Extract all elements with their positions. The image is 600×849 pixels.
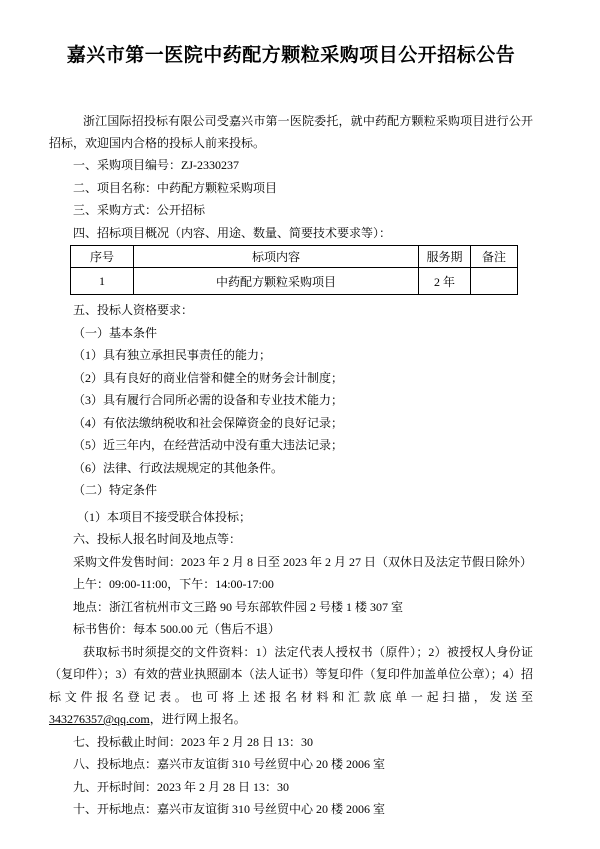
- materials-text-after-email: ，进行网上报名。: [149, 712, 246, 726]
- intro-paragraph: 浙江国际招投标有限公司受嘉兴市第一医院委托，就中药配方颗粒采购项目进行公开招标，欢迎国内合格的投标人前来投标。: [49, 114, 533, 150]
- clause-procurement-method: 三、采购方式：公开招标: [73, 203, 206, 217]
- clause-qualification-heading: 五、投标人资格要求：: [73, 303, 194, 317]
- sale-location-line: 地点：浙江省杭州市文三路 90 号东部软件园 2 号楼 1 楼 307 室: [73, 599, 404, 614]
- table-header-content: 标项内容: [134, 246, 419, 268]
- clause-opening-location: 十、开标地点：嘉兴市友谊街 310 号丝贸中心 20 楼 2006 室: [73, 802, 386, 816]
- document-title: 嘉兴市第一医院中药配方颗粒采购项目公开招标公告: [66, 45, 516, 66]
- basic-condition-3: （3）具有履行合同所必需的设备和专业技术能力；: [73, 393, 344, 407]
- clause-overview-heading: 四、招标项目概况（内容、用途、数量、简要技术要求等）：: [73, 225, 392, 240]
- cell-content: 中药配方颗粒采购项目: [134, 268, 419, 295]
- cell-remark: [471, 268, 518, 295]
- basic-condition-2: （2）具有良好的商业信誉和健全的财务会计制度；: [73, 370, 344, 385]
- sale-time-line: 采购文件发售时间：2023 年 2 月 8 日至 2023 年 2 月 27 日（双休日及法定节假日除外）: [73, 554, 533, 569]
- qualification-section: [49, 299, 533, 528]
- table-header-remark: 备注: [471, 246, 518, 268]
- email-link[interactable]: 343276357@qq.com: [49, 712, 150, 726]
- table-header-service-period: 服务期: [419, 246, 471, 268]
- specific-condition-1: （1）本项目不接受联合体投标；: [77, 509, 252, 524]
- table-row: [71, 268, 518, 295]
- sale-hours-line: 上午：09:00-11:00，下午：14:00-17:00: [73, 577, 274, 591]
- materials-paragraph: [49, 641, 533, 731]
- bid-items-table: [70, 245, 518, 295]
- basic-condition-5: （5）近三年内，在经营活动中没有重大违法记录；: [73, 438, 344, 452]
- clause-bid-location: 八、投标地点：嘉兴市友谊街 310 号丝贸中心 20 楼 2006 室: [73, 757, 386, 771]
- basic-condition-6: （6）法律、行政法规规定的其他条件。: [73, 460, 284, 475]
- clause-opening-time: 九、开标时间：2023 年 2 月 28 日 13：30: [73, 779, 290, 794]
- specific-conditions-heading: （二）特定条件: [73, 483, 158, 497]
- basic-conditions-heading: （一）基本条件: [73, 325, 158, 340]
- basic-condition-1: （1）具有独立承担民事责任的能力；: [73, 348, 272, 362]
- clause-registration-heading: 六、投标人报名时间及地点等：: [73, 532, 242, 546]
- cell-no: 1: [71, 268, 134, 295]
- clause-project-number: 一、采购项目编号：ZJ-2330237: [73, 158, 239, 172]
- table-header-no: 序号: [71, 246, 134, 268]
- basic-condition-4: （4）有依法缴纳税收和社会保障资金的良好记录；: [73, 415, 344, 430]
- document-price-line: 标书售价：每本 500.00 元（售后不退）: [73, 622, 281, 636]
- materials-text-before-email: 获取标书时须提交的文件资料：1）法定代表人授权书（原件）；2）被授权人身份证（复印件）；3）有效的营业执照副本（法人证书）等复印件（复印件加盖单位公章）；4）招标文件报名登记表。也可将上述报名材料和汇款底单一起扫描，发送至: [49, 644, 533, 704]
- clause-bid-deadline: 七、投标截止时间：2023 年 2 月 28 日 13：30: [73, 734, 314, 749]
- table-header-row: [71, 246, 518, 268]
- clause-project-name: 二、项目名称：中药配方颗粒采购项目: [73, 180, 278, 195]
- cell-service-period: 2 年: [419, 268, 471, 295]
